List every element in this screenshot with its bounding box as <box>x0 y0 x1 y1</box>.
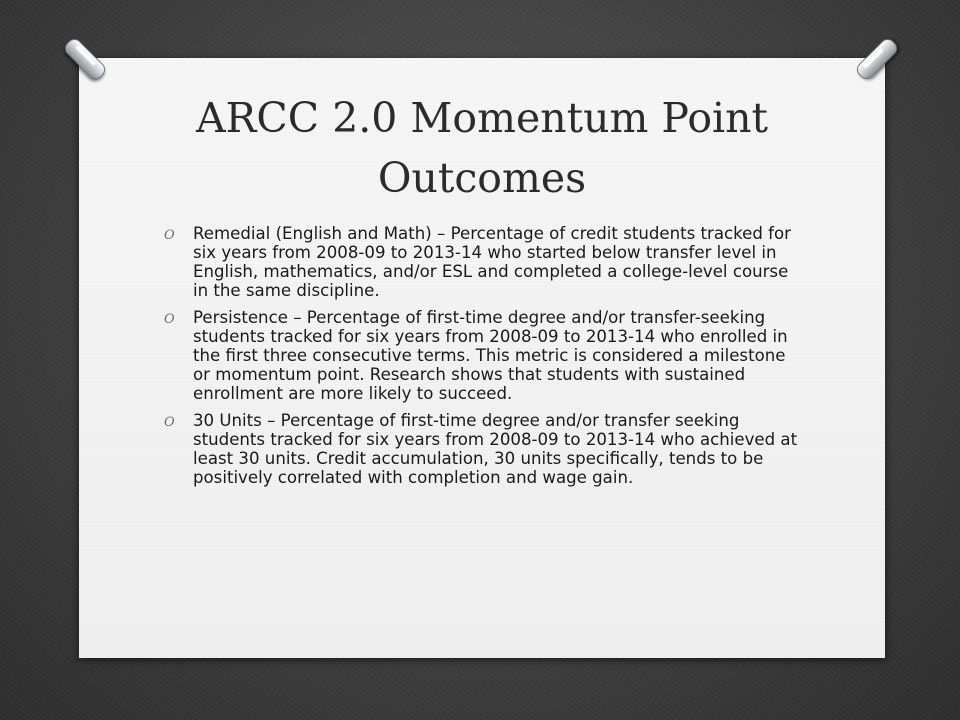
slide-title <box>79 88 885 208</box>
bullet-remedial <box>164 224 804 300</box>
bullet-30-units <box>164 411 804 487</box>
slide-title-line-2: Outcomes <box>377 154 587 202</box>
bullet-marker-icon: O <box>164 228 175 243</box>
bullet-text: – Percentage of first-time degree and/or transfer-seeking students tracked for six years from 2008-09 to 2013-14 who enrolled in the first three consecutive terms. This metric is considered a milestone or momentum point. Research shows that students with sustained enrollment are more likely to succeed. <box>193 308 788 403</box>
bullet-marker-icon: O <box>164 312 175 327</box>
bullet-persistence <box>164 308 804 403</box>
bullet-term: 30 Units <box>193 411 262 430</box>
slide-title-line-1: ARCC 2.0 Momentum Point <box>195 94 769 142</box>
bullet-text: – Percentage of first-time degree and/or transfer seeking students tracked for six years from 2008-09 to 2013-14 who achieved at least 30 units. Credit accumulation, 30 units specifically, tends to be positively correlated with completion and wage gain. <box>193 411 798 487</box>
bullet-list <box>164 224 804 495</box>
bullet-term: Persistence <box>193 308 288 327</box>
bullet-marker-icon: O <box>164 415 175 430</box>
bullet-term: Remedial (English and Math) <box>193 224 432 243</box>
bullet-text: – Percentage of credit students tracked for six years from 2008-09 to 2013-14 who started below transfer level in English, mathematics, and/or ESL and completed a college-level course in the same discipline. <box>193 224 791 300</box>
